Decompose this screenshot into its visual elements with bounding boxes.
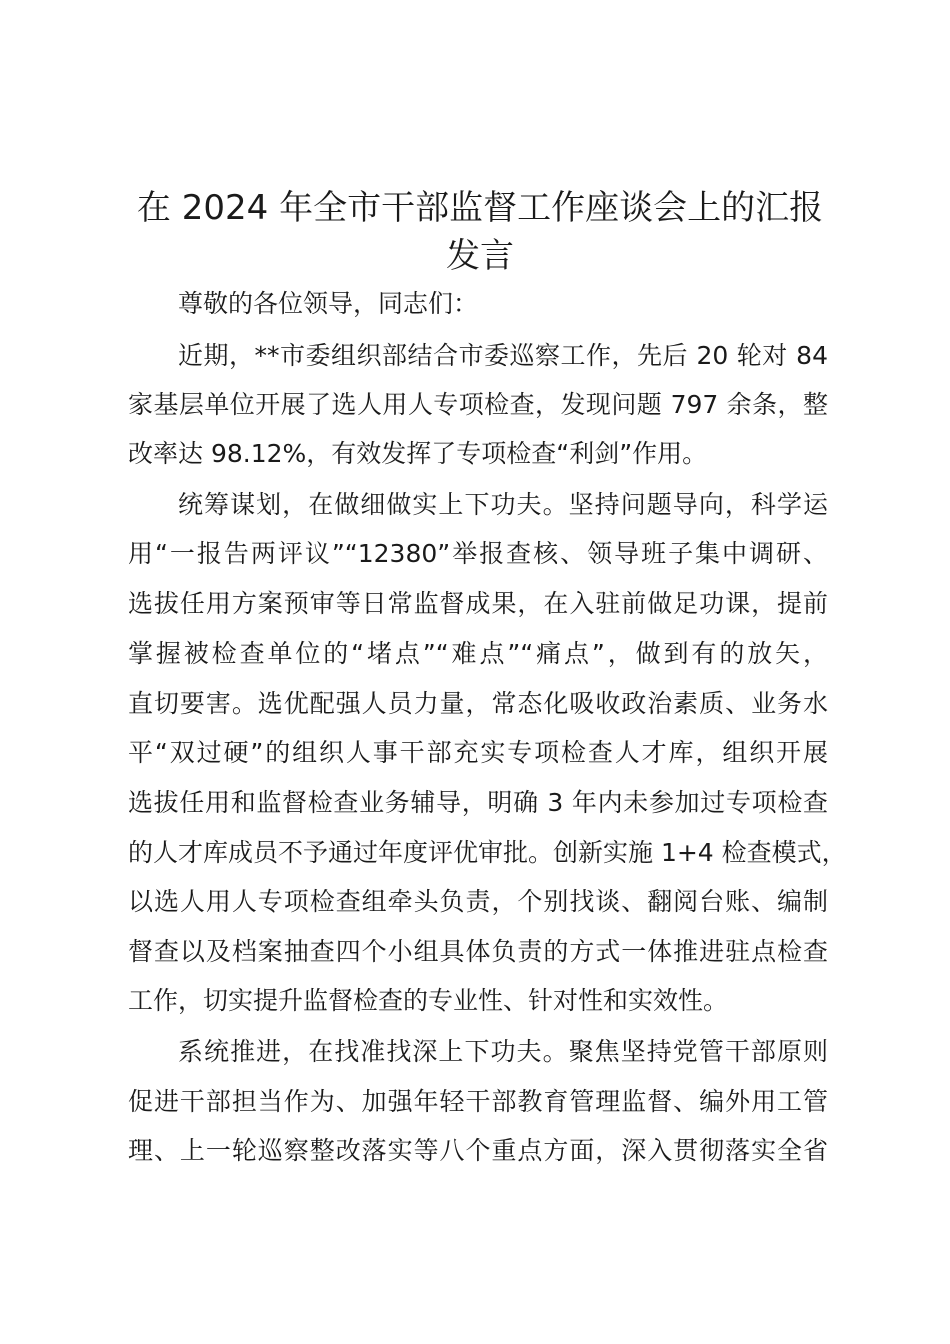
paragraph-2-line-1: 统筹谋划，在做细做实上下功夫。坚持问题导向，科学运 (178, 490, 828, 519)
paragraph-3-line-1: 系统推进，在找准找深上下功夫。聚焦坚持党管干部原则 (178, 1037, 828, 1066)
salutation: 尊敬的各位领导，同志们： (178, 289, 479, 318)
paragraph-3-line-2: 促进干部担当作为、加强年轻干部教育管理监督、编外用工管 (128, 1087, 828, 1116)
paragraph-2-line-7: 选拔任用和监督检查业务辅导，明确 3 年内未参加过专项检查 (128, 788, 828, 817)
paragraph-2-line-6: 平“双过硬”的组织人事干部充实专项检查人才库，组织开展 (128, 738, 828, 767)
paragraph-2-line-3: 选拔任用方案预审等日常监督成果，在入驻前做足功课，提前 (128, 589, 828, 618)
paragraph-1-line-3: 改率达 98.12%，有效发挥了专项检查“利剑”作用。 (128, 439, 708, 468)
paragraph-2-line-10: 督查以及档案抽查四个小组具体负责的方式一体推进驻点检查 (128, 937, 828, 966)
document-title-line-1: 在 2024 年全市干部监督工作座谈会上的汇报 (136, 188, 824, 228)
paragraph-3-line-3: 理、上一轮巡察整改落实等八个重点方面，深入贯彻落实全省 (128, 1136, 828, 1165)
paragraph-2-line-8: 的人才库成员不予通过年度评优审批。创新实施 1+4 检查模式， (128, 838, 847, 867)
document-title-line-2: 发言 (446, 236, 514, 276)
paragraph-1-line-2: 家基层单位开展了选人用人专项检查，发现问题 797 余条，整 (128, 390, 828, 419)
paragraph-2-line-4: 掌握被检查单位的“堵点”“难点”“痛点”，做到有的放矢， (128, 639, 828, 668)
paragraph-2-line-11: 工作，切实提升监督检查的专业性、针对性和实效性。 (128, 986, 729, 1015)
paragraph-1-line-1: 近期，**市委组织部结合市委巡察工作，先后 20 轮对 84 (178, 341, 828, 370)
paragraph-2-line-5: 直切要害。选优配强人员力量，常态化吸收政治素质、业务水 (128, 689, 828, 718)
paragraph-2-line-9: 以选人用人专项检查组牵头负责，个别找谈、翻阅台账、编制 (128, 887, 828, 916)
paragraph-2-line-2: 用“一报告两评议”“12380”举报查核、领导班子集中调研、 (128, 539, 828, 568)
